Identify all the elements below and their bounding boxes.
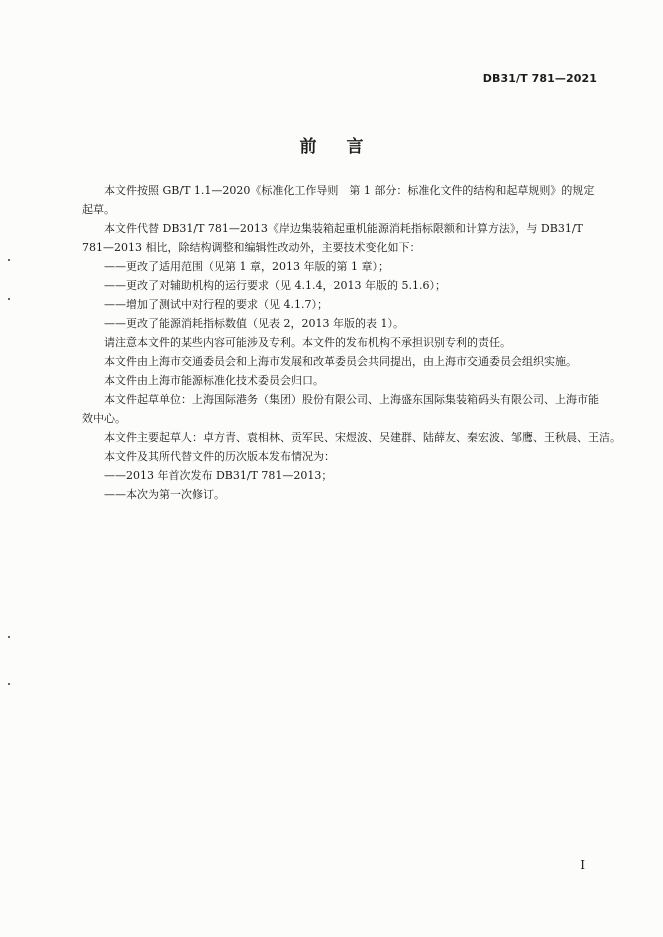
change-item: ——增加了测试中对行程的要求（见 4.1.7）； xyxy=(104,298,328,311)
change-item: ——更改了对辅助机构的运行要求（见 4.1.4，2013 年版的 5.1.6）； xyxy=(104,279,446,292)
scan-speck xyxy=(8,636,10,638)
foreword-body xyxy=(82,181,621,504)
scan-speck xyxy=(8,683,10,685)
page-title: 前言 xyxy=(299,137,394,157)
paragraph-patent-notice: 请注意本文件的某些内容可能涉及专利。本文件的发布机构不承担识别专利的责任。 xyxy=(104,336,511,349)
page-number: I xyxy=(580,858,585,872)
document-code: DB31/T 781—2021 xyxy=(482,72,597,85)
change-item: ——更改了适用范围（见第 1 章，2013 年版的第 1 章）； xyxy=(104,260,389,273)
paragraph-history: 本文件及其所代替文件的历次版本发布情况为： xyxy=(104,450,335,463)
scan-speck xyxy=(8,259,10,261)
history-item: ——本次为第一次修订。 xyxy=(104,488,225,501)
paragraph-drafters: 本文件主要起草人：卓方青、袁相林、贡军民、宋煜波、吴建群、陆薛友、秦宏波、邹鹰、王秋晨、王洁。 xyxy=(104,431,621,444)
paragraph-proposed-by: 本文件由上海市交通委员会和上海市发展和改革委员会共同提出，由上海市交通委员会组织实施。 xyxy=(104,355,577,368)
scan-speck xyxy=(8,298,10,300)
change-item: ——更改了能源消耗指标数值（见表 2，2013 年版的表 1）。 xyxy=(104,317,404,330)
paragraph-replaces: 本文件代替 DB31/T 781—2013《岸边集装箱起重机能源消耗指标限额和计算方法》，与 DB31/T 781—2013 相比，除结构调整和编辑性改动外，主要技术变化如下： xyxy=(82,222,583,254)
paragraph-drafting-units: 本文件起草单位：上海国际港务（集团）股份有限公司、上海盛东国际集装箱码头有限公司、上海市能效中心。 xyxy=(82,393,599,425)
paragraph-centralized-by: 本文件由上海市能源标准化技术委员会归口。 xyxy=(104,374,324,387)
history-item: ——2013 年首次发布 DB31/T 781—2013； xyxy=(104,469,333,482)
paragraph-drafting-rules: 本文件按照 GB/T 1.1—2020《标准化工作导则 第 1 部分：标准化文件的结构和起草规则》的规定起草。 xyxy=(82,184,595,216)
